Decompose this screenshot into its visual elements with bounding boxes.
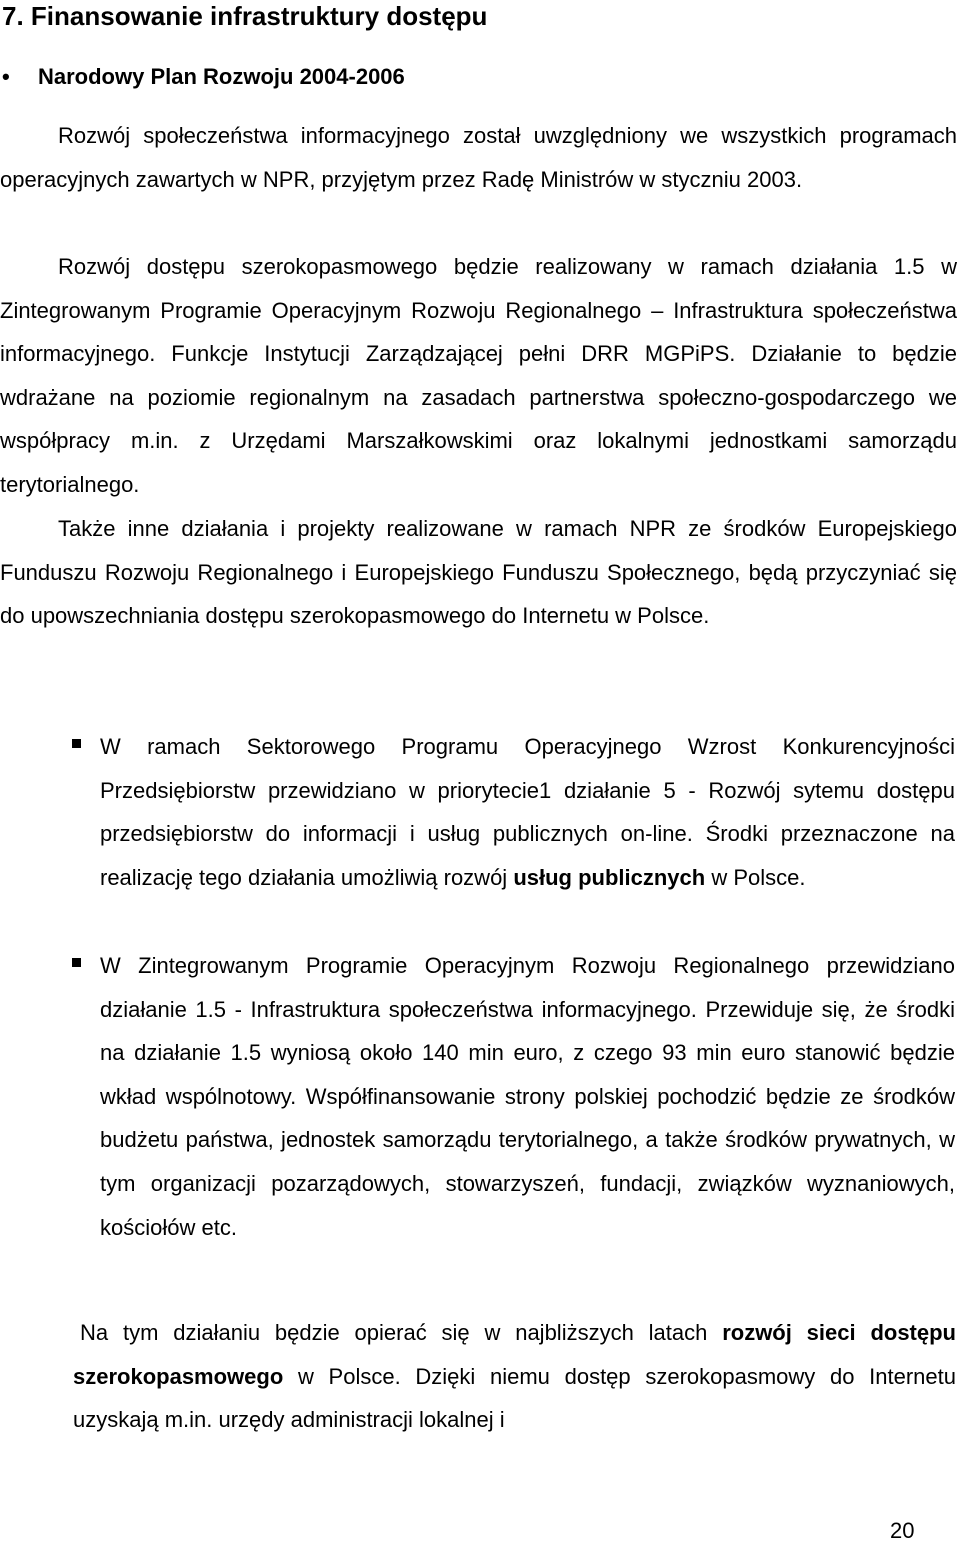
bullet-list-item-zporr (0, 944, 960, 1249)
page-number: 20 (890, 1518, 915, 1543)
subsection-heading-text: Narodowy Plan Rozwoju 2004-2006 (38, 64, 405, 89)
paragraph-closing (73, 1311, 956, 1442)
bullet-bold-text: usług publicznych (513, 864, 706, 890)
bullet-text-part: W ramach Sektorowego Programu Operacyjnego Wzrost Konkurencyjności Przedsiębiorstw przewidziano w priorytecie1 działanie 5 - Rozwój sytemu dostępu przedsiębiorstw do informacji i usług publicznych on-line. Środki przeznaczone na realizację tego działania umożliwią rozwój (100, 734, 955, 890)
bullet-dot: • (2, 64, 10, 89)
closing-text-part: Na tym działaniu będzie opierać się w najbliższych latach (80, 1320, 723, 1345)
square-bullet-icon (72, 739, 81, 748)
bullet-text-part: w Polsce. (705, 864, 806, 890)
paragraph-broadband: Rozwój dostępu szerokopasmowego będzie realizowany w ramach działania 1.5 w Zintegrowanym Programie Operacyjnym Rozwoju Regionalnego – Infrastruktura społeczeństwa informacyjnego. Funkcje Instytucji Zarządzającej pełni DRR MGPiPS. Działanie to będzie wdrażane na poziomie regionalnym na zasadach partnerstwa społeczno-gospodarczego we współpracy m.in. z Urzędami Marszałkowskimi oraz lokalnymi jednostkami samorządu terytorialnego. (0, 254, 957, 497)
closing-bold-text: rozwój sieci dostępu szerokopasmowego (73, 1320, 956, 1389)
bullet-text: W Zintegrowanym Programie Operacyjnym Rozwoju Regionalnego przewidziano działanie 1.5 - Infrastruktura społeczeństwa informacyjnego. Przewiduje się, że środki na działanie 1.5 wyniosą około 140 min euro, z czego 93 min euro stanowić będzie wkład wspólnotowy. Współfinansowanie strony polskiej pochodzić będzie ze środków budżetu państwa, jednostek samorządu terytorialnego, a także środków prywatnych, w tym organizacji pozarządowych, stowarzyszeń, fundacji, związków wyznaniowych, kościołów etc. (100, 953, 955, 1240)
bullet-list-item-spo (0, 725, 960, 899)
paragraph-other-actions: Także inne działania i projekty realizowane w ramach NPR ze środków Europejskiego Funduszu Rozwoju Regionalnego i Europejskiego Funduszu Społecznego, będą przyczyniać się do upowszechniania dostępu szerokopasmowego do Internetu w Polsce. (0, 516, 957, 629)
paragraph-intro: Rozwój społeczeństwa informacyjnego został uwzględniony we wszystkich programach operacyjnych zawartych w NPR, przyjętym przez Radę Ministrów w styczniu 2003. (0, 123, 957, 192)
square-bullet-icon (72, 958, 81, 967)
closing-text-part: w Polsce. Dzięki niemu dostęp szerokopasmowy do Internetu uzyskają m.in. urzędy administracji lokalnej i (73, 1363, 956, 1433)
section-heading: 7. Finansowanie infrastruktury dostępu (2, 1, 488, 31)
subsection-heading (2, 62, 405, 92)
bullet-text (100, 725, 955, 899)
